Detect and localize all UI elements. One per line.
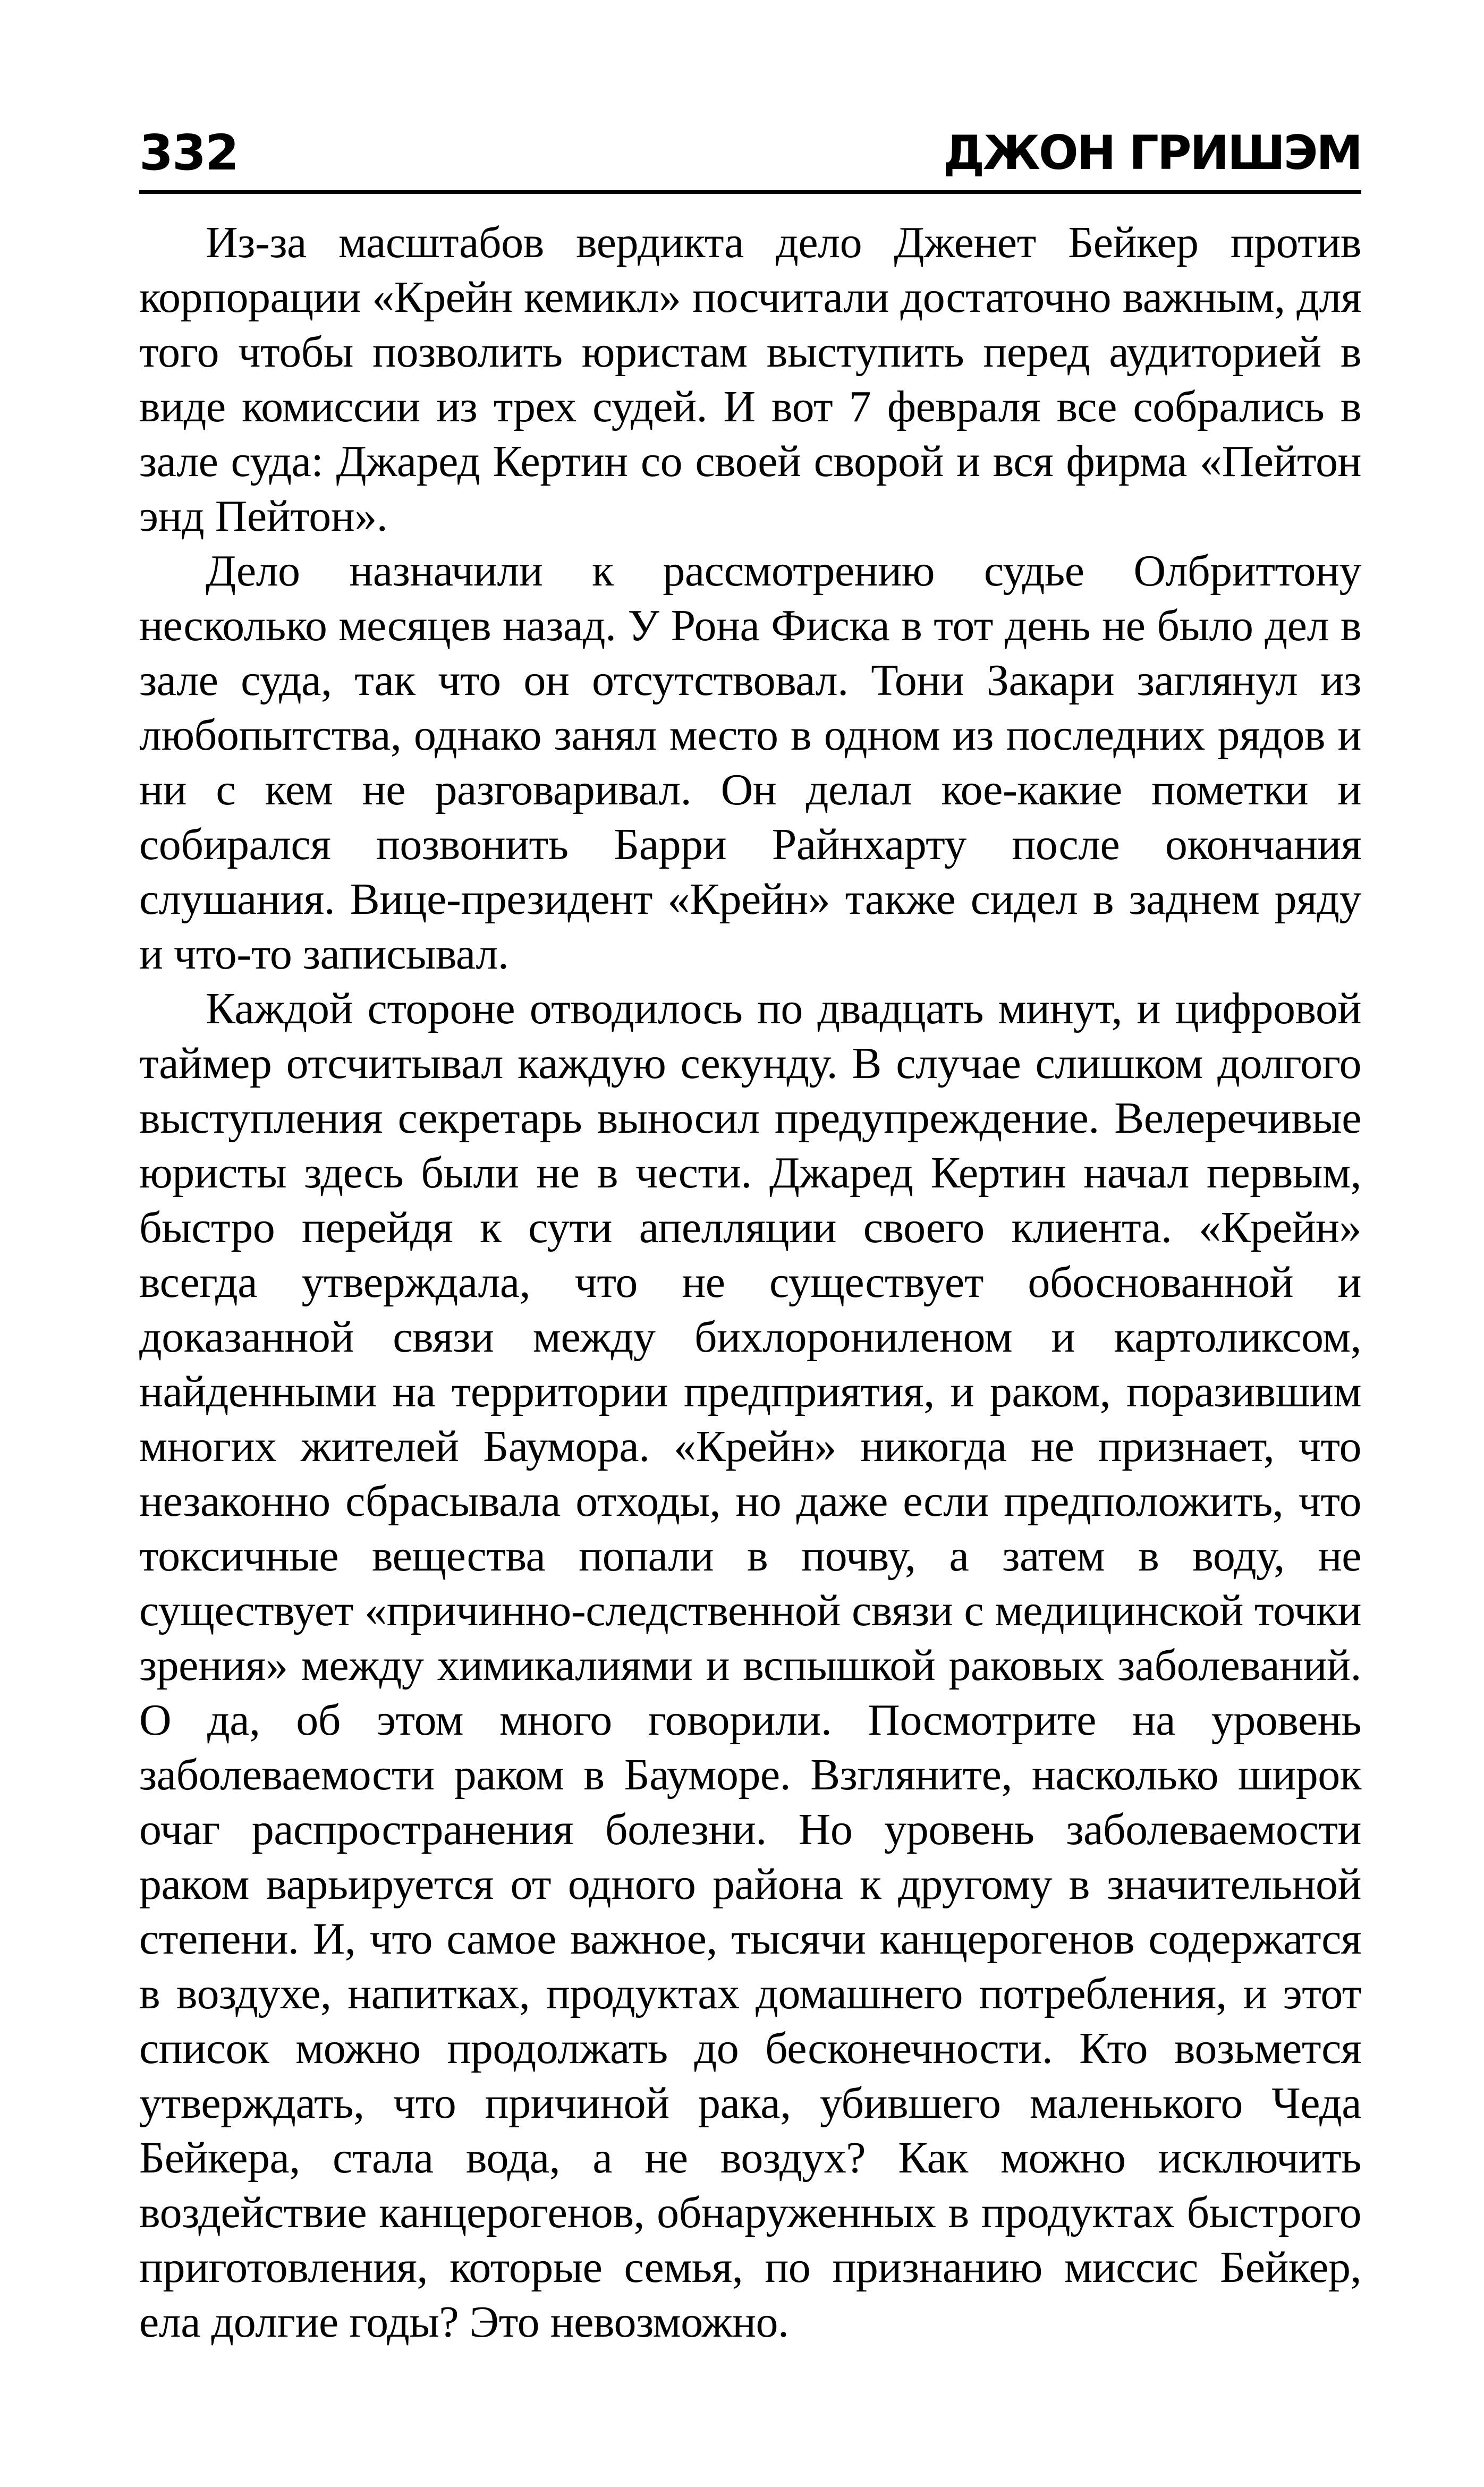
header-rule — [139, 190, 1361, 194]
paragraph-2: Дело назначили к рассмотрению судье Олбриттону несколько месяцев назад. У Рона Фиска в тот день не было дел в зале суда, так что он отсутствовал. Тони Закари заглянул из любопытства, однако занял место в одном из последних рядов и ни с кем не разговаривал. Он делал кое-какие пометки и собирался позвонить Барри Райнхарту после окончания слушания. Вице-президент «Крейн» также сидел в заднем ряду и что-то записывал. — [139, 546, 1361, 979]
paragraph-3: Каждой стороне отводилось по двадцать минут, и цифровой таймер отсчитывал каждую секунду. В случае слишком долгого выступления секретарь выносил предупреждение. Велеречивые юристы здесь были не в чести. Джаред Кертин начал первым, быстро перейдя к сути апелляции своего клиента. «Крейн» всегда утверждала, что не существует обоснованной и доказанной связи между бихлорониленом и картоликсом, найденными на территории предприятия, и раком, поразившим многих жителей Баумора. «Крейн» никогда не признает, что незаконно сбрасывала отходы, но даже если предположить, что токсичные вещества попали в почву, а затем в воду, не существует «причинно-следственной связи с медицинской точки зрения» между химикалиями и вспышкой раковых заболеваний. О да, об этом много говорили. Посмотрите на уровень заболеваемости раком в Бауморе. Взгляните, насколько широк очаг распространения болезни. Но уровень заболеваемости раком варьируется от одного района к другому в значительной степени. И, что самое важное, тысячи канцерогенов содержатся в воздухе, напитках, продуктах домашнего потребления, и этот список можно продолжать до бесконечности. Кто возьмется утверждать, что причиной рака, убившего маленького Чеда Бейкера, стала вода, а не воздух? Как можно исключить воздействие канцерогенов, обнаруженных в продуктах быстрого приготовления, которые семья, по признанию миссис Бейкер, ела долгие годы? Это невозможно. — [139, 984, 1361, 2347]
running-head-author: ДЖОН ГРИШЭМ — [943, 125, 1361, 180]
page-header — [139, 121, 1361, 185]
body-text — [139, 215, 1361, 2349]
paragraph-1: Из-за масштабов вердикта дело Дженет Бейкер против корпорации «Крейн кемикл» посчитали достаточно важным, для того чтобы позволить юристам выступить перед аудиторией в виде комиссии из трех судей. И вот 7 февраля все собрались в зале суда: Джаред Кертин со своей сворой и вся фирма «Пейтон энд Пейтон». — [139, 218, 1361, 541]
page-number: 332 — [139, 124, 239, 181]
